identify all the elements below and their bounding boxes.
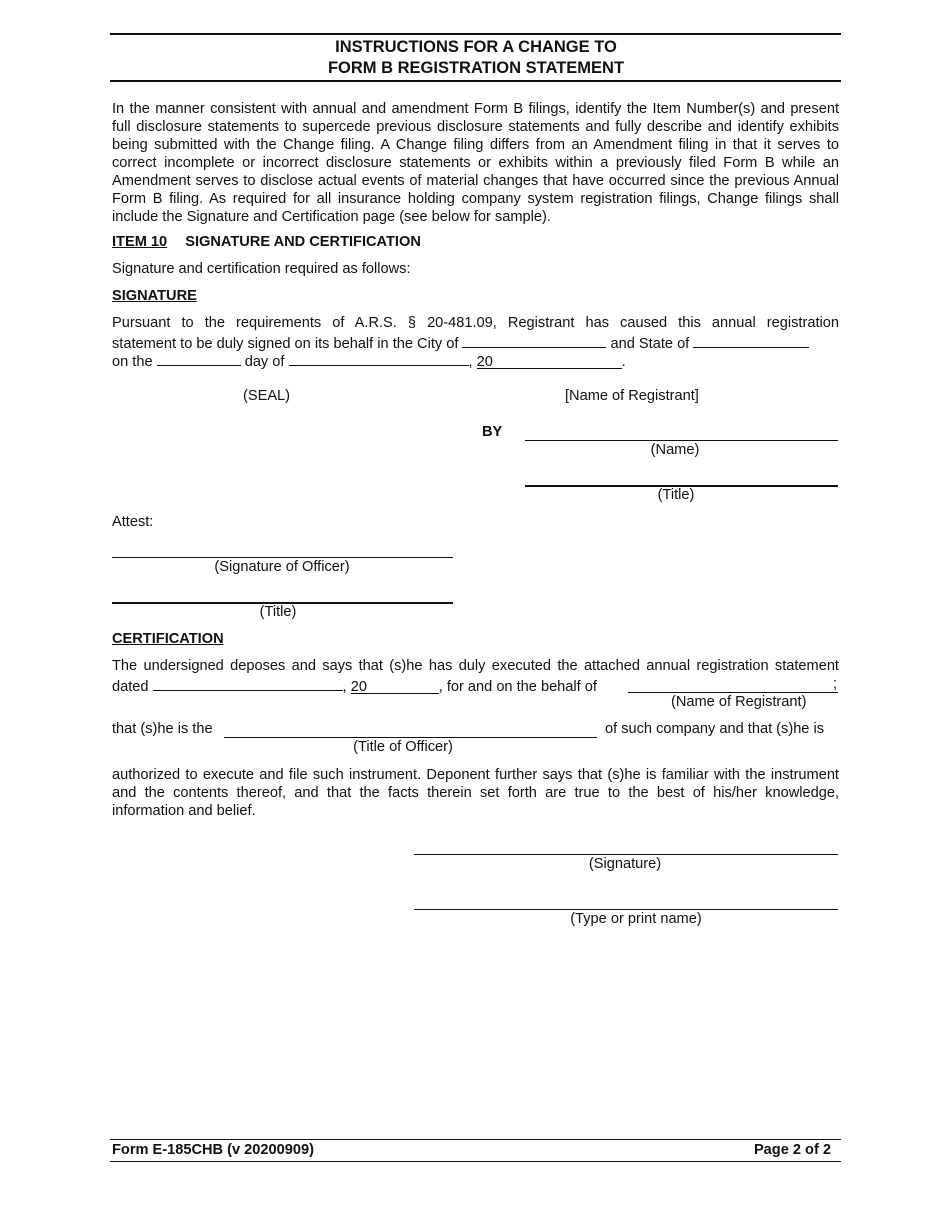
name-caption: (Name) [650,442,700,458]
date-period: . [621,354,626,370]
year-prefix: 20 [476,354,493,370]
item10-heading [112,234,421,250]
that-is-label: that (s)he is the [112,721,213,737]
cert-registrant-caption: (Name of Registrant) [671,694,807,710]
certification-line-2 [112,676,597,695]
cert-print-name-field[interactable] [414,909,838,910]
cert-semicolon: ; [833,676,838,692]
intro-paragraph: In the manner consistent with annual and amendment Form B filings, identify the Item Number(s) and present full disclosure statements to supercede previous disclosure statements and fully describe and identify exhibits being submitted with the Change filing. A Change filing differs from an Amendment filing in that it serves to correct incomplete or incorrect disclosure statements or exhibits within a previously filed Form B while an Amendment serves to disclose actual events of material changes that have occurred since the previous Annual Form B filing. As required for all insurance holding company system registration filings, Change filings shall include the Signature and Certification page (see below for sample). [112,101,839,225]
on-the-label: on the [112,354,153,370]
item10-number: ITEM 10 [112,234,168,250]
cert-officer-title-field[interactable] [224,737,597,738]
seal-label: (SEAL) [243,388,291,404]
state-field[interactable] [693,333,809,348]
certification-closing: authorized to execute and file such instrument. Deponent further says that (s)he is familiar with the instrument and the contents thereof, and that the facts therein set forth are true to the best of his/her knowledge, information and belief. [112,767,839,819]
footer-form-id: Form E-185CHB (v 20200909) [112,1142,314,1158]
day-field[interactable] [157,351,241,366]
header-bottom-rule [110,80,841,82]
footer-top-rule [110,1139,841,1140]
signature-city-label: statement to be duly signed on its behalf in the City of [112,336,459,352]
title-line-2: FORM B REGISTRATION STATEMENT [327,59,625,77]
officer-signature-field[interactable] [112,557,453,558]
certification-line-1: The undersigned deposes and says that (s)he has duly executed the attached annual registration statement [112,658,839,674]
cert-signature-field[interactable] [414,854,838,855]
cert-registrant-field[interactable] [628,692,838,693]
dated-field[interactable] [153,676,343,691]
footer-page-number: Page 2 of 2 [753,1142,831,1158]
dated-comma: , [342,679,347,695]
signature-line-2 [112,333,809,352]
signature-line-3 [112,351,626,370]
footer-bottom-rule [110,1161,841,1162]
cert-year-field[interactable] [351,679,439,694]
header-top-rule [110,33,841,35]
officer-title-caption: (Title) [259,604,297,620]
item10-subtitle: Signature and certification required as follows: [112,261,411,277]
cert-signature-caption: (Signature) [588,856,662,872]
cert-print-name-caption: (Type or print name) [570,911,702,927]
signature-state-label: and State of [610,336,690,352]
cert-year-prefix: 20 [350,679,367,695]
dated-label: dated [112,679,149,695]
item10-title: SIGNATURE AND CERTIFICATION [185,234,421,250]
cert-officer-caption: (Title of Officer) [353,739,453,755]
title-line-1: INSTRUCTIONS FOR A CHANGE TO [335,38,617,56]
by-name-field[interactable] [525,440,838,441]
attest-label: Attest: [112,514,154,530]
registrant-label: [Name of Registrant] [565,388,699,404]
signature-line-1: Pursuant to the requirements of A.R.S. § 20-481.09, Registrant has caused this annual registration [112,315,839,331]
certification-heading: CERTIFICATION [112,631,224,647]
date-comma: , [468,354,473,370]
city-field[interactable] [462,333,606,348]
by-label: BY [482,424,503,440]
behalf-label: , for and on the behalf of [438,679,597,695]
signature-heading: SIGNATURE [112,288,197,304]
year-field[interactable] [477,354,622,369]
of-company-label: of such company and that (s)he is [605,721,825,737]
officer-signature-caption: (Signature of Officer) [214,559,350,575]
day-of-label: day of [244,354,285,370]
title-caption: (Title) [657,487,695,503]
page-title [112,37,840,79]
month-field[interactable] [289,351,469,366]
